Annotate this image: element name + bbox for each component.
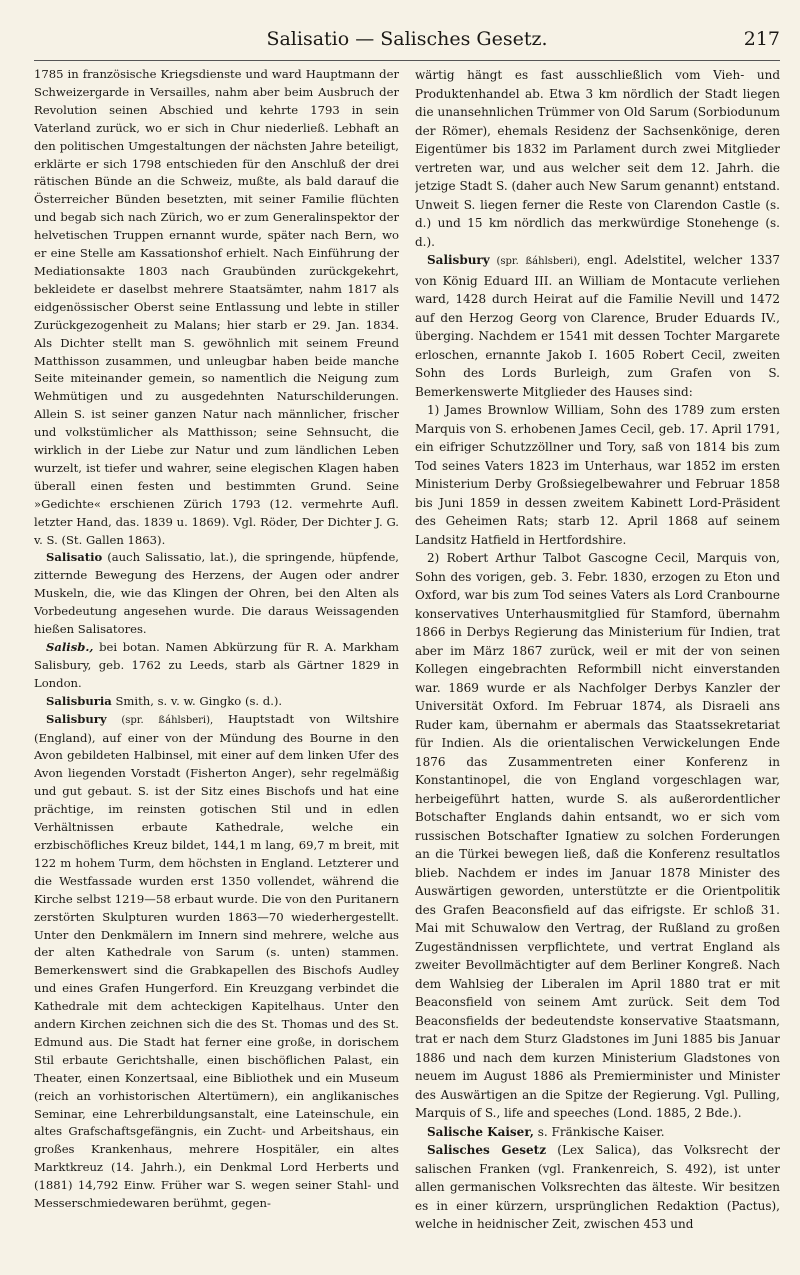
entry-text: Smith, s. v. w. Gingko (s. d.). (111, 693, 283, 708)
entry-text: s. Fränkische Kaiser. (533, 1124, 665, 1139)
pronunciation: (spr. ßáhlsberi), (489, 256, 588, 267)
entry-salisb (34, 639, 399, 693)
entry-text: 2) Robert Arthur Talbot Gascogne Cecil, Marquis von, Sohn des vorigen, geb. 3. Febr. 1830, erzogen zu Eton und Oxford, war bis zum Tod seines Vaters als Lord Cranbourne konservatives Unterhausmitglied für Stamford, übernahm 1866 in Derbys Regierung das Ministerium für Indien, trat aber im März 1867 zurück, weil er mit der von seinen Kollegen eingebrachten Reformbill nicht einverstanden war. 1869 wurde er als Nachfolger Derbys Kanzler der Universität Oxford. Im Februar 1874, als Disraeli ans Ruder kam, übernahm er abermals das Staatssekretariat für Indien. Als die orientalischen Verwickelungen Ende 1876 das Zusammentreten einer Konferenz in Konstantinopel, die von England vorgeschlagen war, herbeigeführt hatten, wurde S. als außerordentlicher Botschafter Englands dahin entsandt, wo er sich vom russischen Botschafter Ignatiew zu solchen Forderungen an die Türkei bewegen ließ, daß die Konferenz resultatlos blieb. Nachdem er indes im Januar 1878 Minister des Auswärtigen geworden, unterstützte er die Orientpolitik des Grafen Beaconsfield auf das eifrigste. Er schloß 31. Mai mit Schuwalow den Vertrag, der Rußland zu großen Zugeständnissen verpflichtete, und vertrat England als zweiter Bevollmächtigter auf dem Berliner Kongreß. Nach dem Wahlsieg der Liberalen im April 1880 trat er mit Beaconsfield von seinem Amt zurück. Seit dem Tod Beaconsfields der bedeutendste konservative Staatsmann, trat er nach dem Sturz Gladstones im Juni 1885 bis Januar 1886 und nach dem kurzen Ministerium Gladstones von neuem im August 1886 als Premierminister und Minister des Auswärtigen an die Spitze der Regierung. Vgl. Pulling, Marquis of S., life and speeches (Lond. 1885, 2 Bde.). (415, 551, 780, 1120)
page-number: 217 (743, 28, 780, 50)
left-column (34, 66, 399, 1261)
entry-salische-kaiser (415, 1123, 780, 1142)
entry-text: (auch Salissatio, lat.), die springende, hüpfende, zitternde Bewegung des Herzens, der Augen oder andrer Muskeln, die, wie das Klingen der Ohren, bei den Alten als Vorbedeutung angesehen wurde. Die daraus Weissagenden hießen Salisatores. (34, 550, 399, 637)
right-column (415, 66, 780, 1261)
entry-text: (Lex Salica), das Volksrecht der salischen Franken (vgl. Frankenreich, S. 492), ist unter allen germanischen Volksrechten das älteste. Wir besitzen es in einer kürzern, ursprünglichen Redaktion (Pactus), welche in heidnischer Zeit, zwischen 453 und (415, 1143, 780, 1231)
entry-salisbury-title (415, 251, 780, 401)
header-rule (34, 60, 780, 61)
text-columns (34, 66, 780, 1261)
subentry-1 (415, 401, 780, 549)
entry-text: 1) James Brownlow William, Sohn des 1789 zum ersten Marquis von S. erhobenen James Cecil, geb. 17. April 1791, ein eifriger Schutzzöllner und Tory, saß von 1814 bis zum Tod seines Vaters 1823 im Unterhaus, war 1852 im ersten Ministerium Derby Großsiegelbewahrer und Februar 1858 bis Juni 1859 in dessen zweitem Kabinett Lord-Präsident des Geheimen Rats; starb 12. April 1868 auf seinem Landsitz Hatfield in Hertfordshire. (415, 403, 780, 547)
headword: Salische Kaiser, (427, 1124, 534, 1139)
entry-salisches-gesetz (415, 1141, 780, 1234)
entry-text: Hauptstadt von Wiltshire (England), auf einer von der Mündung des Bourne in den Avon gebildeten Halbinsel, mit einer auf dem linken Ufer des Avon liegenden Vorstadt (Fisherton Anger), sehr regelmäßig und gut gebaut. S. ist der Sitz eines Bischofs und hat eine prächtige, im reinsten gotischen Stil und in edlen Verhältnissen erbaute Kathedrale, welche ein erzbischöfliches Kreuz bildet, 144,1 m lang, 69,7 m breit, mit 122 m hohem Turm, dem höchsten in England. Letzterer und die Westfassade wurden erst 1350 vollendet, während die Kirche selbst 1219—58 erbaut wurde. Die von den Puritanern zerstörten Skulpturen wurden 1863—70 wiederhergestellt. Unter den Denkmälern im Innern sind mehrere, welche aus der alten Kathedrale von Sarum (s. unten) stammen. Bemerkenswert sind die Grabkapellen des Bischofs Audley und eines Grafen Hungerford. Ein Kreuzgang verbindet die Kathedrale mit dem achteckigen Kapitelhaus. Unter den andern Kirchen zeichnen sich die des St. Thomas und des St. Edmund aus. Die Stadt hat ferner eine große, in dorischem Stil erbaute Gerichtshalle, einen bischöflichen Palast, ein Theater, einen Konzertsaal, eine Bibliothek und ein Museum (reich an vorhistorischen Altertümern), ein anglikanisches Seminar, eine Lehrerbildungsanstalt, eine Lateinschule, ein altes Grafschaftsgefängnis, ein Zucht- und Arbeitshaus, ein großes Krankenhaus, mehrere Hospitäler, ein altes Marktkreuz (14. Jahrh.), ein Denkmal Lord Herberts und (1881) 14,792 Einw. Früher war S. wegen seiner Stahl- und Messerschmiedewaren berühmt, gegen- (34, 711, 399, 1211)
headword: Salisb., (46, 640, 94, 654)
entry-salisatio (34, 549, 399, 639)
headword: Salisches Gesetz (427, 1143, 547, 1157)
entry-salisburia (34, 693, 399, 711)
subentry-2 (415, 549, 780, 1123)
headword: Salisburia (46, 693, 112, 708)
headword: Salisbury (46, 711, 107, 726)
entry-salisbury-city (34, 711, 399, 1213)
headword: Salisatio (46, 550, 103, 565)
entry-text: engl. Adelstitel, welcher 1337 von König Eduard III. an William de Montacute verliehen ward, 1428 durch Heirat auf die Familie Nevill und 1472 auf den Herzog Georg von Clarence, Bruder Eduards IV., überging. Nachdem er 1541 mit dessen Tochter Margarete erloschen, ernannte Jakob I. 1605 Robert Cecil, zweiten Sohn des Lords Burleigh, zum Grafen von S. Bemerkenswerte Mitglieder des Hauses sind: (415, 253, 780, 399)
entry-continuation (34, 66, 399, 549)
entry-continuation (415, 66, 780, 251)
running-title: Salisatio — Salisches Gesetz. (266, 28, 548, 50)
entry-text: wärtig hängt es fast ausschließlich vom Vieh- und Produktenhandel ab. Etwa 3 km nördlich der Stadt liegen die unansehnlichen Trümmer von Old Sarum (Sorbiodunum der Römer), ehemals Residenz der Sachsenkönige, deren Eigentümer bis 1832 im Parlament durch zwei Mitglieder vertreten war, und aus welcher seit dem 12. Jahrh. die jetzige Stadt S. (daher auch New Sarum genannt) entstand. Unweit S. liegen ferner die Reste von Clarendon Castle (s. d.) und 15 km nördlich das merkwürdige Stonehenge (s. d.). (415, 68, 780, 249)
pronunciation: (spr. ßáhlsberi), (106, 714, 228, 726)
headword: Salisbury (427, 253, 490, 267)
entry-text: bei botan. Namen Abkürzung für R. A. Markham Salisbury, geb. 1762 zu Leeds, starb als Gärtner 1829 in London. (34, 640, 399, 690)
page-header (34, 28, 780, 58)
entry-text: 1785 in französische Kriegsdienste und ward Hauptmann der Schweizergarde in Versailles, nahm aber beim Ausbruch der Revolution seinen Abschied und kehrte 1793 in sein Vaterland zurück, wo er sich in Chur niederließ. Lebhaft an den politischen Umgestaltungen der nächsten Jahre beteiligt, erklärte er sich 1798 entschieden für den Anschluß der drei rätischen Bünde an die Schweiz, mußte, als bald darauf die Österreicher Bünden besetzten, mit seiner Familie flüchten und begab sich nach Zürich, wo er zum Generalinspektor der helvetischen Truppen ernannt wurde, später nach Bern, wo er eine Stelle am Kassationshof erhielt. Nach Einführung der Mediationsakte 1803 nach Graubünden zurückgekehrt, bekleidete er daselbst mehrere Staatsämter, nahm 1817 als eidgenössischer Oberst seine Entlassung und lebte in stiller Zurückgezogenheit zu Malans; hier starb er 29. Jan. 1834. Als Dichter stellt man S. gewöhnlich mit seinem Freund Matthisson zusammen, und unleugbar haben beide manche Seite miteinander gemein, so namentlich die Neigung zum Wehmütigen und zu ausgedehnten Naturschilderungen. Allein S. ist seiner ganzen Natur nach männlicher, frischer und volkstümlicher als Matthisson; seine Sehnsucht, die wirklich in der Liebe zur Natur und zum ländlichen Leben wurzelt, ist tiefer und wahrer, seine elegischen Klagen haben überall einen festen und bestimmten Grund. Seine »Gedichte« erschienen Zürich 1793 (12. vermehrte Aufl. letzter Hand, das. 1839 u. 1869). Vgl. Röder, Der Dichter J. G. v. S. (St. Gallen 1863). (34, 67, 399, 547)
